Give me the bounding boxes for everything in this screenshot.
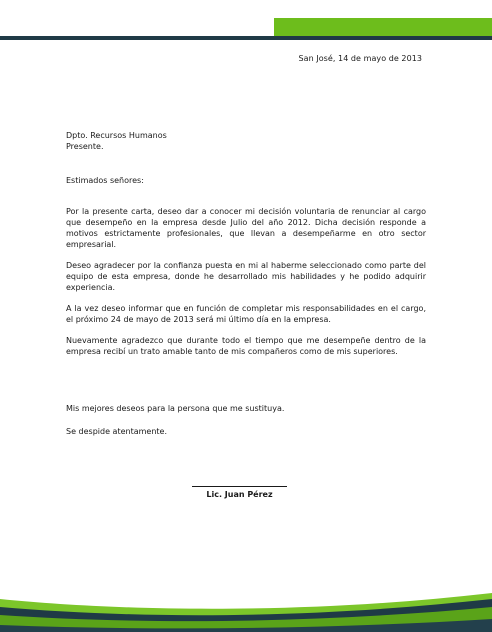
body-paragraph: A la vez deseo informar que en función de completar mis responsabilidades en el cargo, el próximo 24 de mayo de 2013 será mi último día en la empresa. — [66, 304, 426, 324]
body-paragraph: Nuevamente agradezco que durante todo el tiempo que me desempeñe dentro de la empresa recibí un trato amable tanto de mis compañeros como de mis superiores. — [66, 336, 426, 356]
recipient-department: Dpto. Recursos Humanos — [66, 131, 167, 140]
letter-date: San José, 14 de mayo de 2013 — [298, 54, 422, 63]
header-green-bar — [274, 18, 492, 36]
header-dark-band — [0, 36, 492, 40]
body-paragraph: Por la presente carta, deseo dar a conocer mi decisión voluntaria de renunciar al cargo que desempeño en la empresa desde Julio del año 2012. Dicha decisión responde a motivos estrictamente profesionales, que llevan a desempeñarme en otro sector empresarial. — [66, 207, 426, 249]
signature-line — [192, 486, 287, 487]
farewell-line: Se despide atentamente. — [66, 427, 168, 436]
closing-wishes: Mis mejores deseos para la persona que me sustituya. — [66, 404, 285, 413]
body-paragraph: Deseo agradecer por la confianza puesta en mi al haberme seleccionado como parte del equipo de esta empresa, donde he desarrollado mis habilidades y he podido adquirir experiencia. — [66, 261, 426, 292]
recipient-presente: Presente. — [66, 142, 104, 151]
footer-wave-decoration — [0, 585, 492, 632]
letter-body — [66, 206, 426, 367]
letter-greeting: Estimados señores: — [66, 176, 144, 185]
signature-name: Lic. Juan Pérez — [206, 490, 273, 499]
recipient-block — [66, 130, 167, 152]
